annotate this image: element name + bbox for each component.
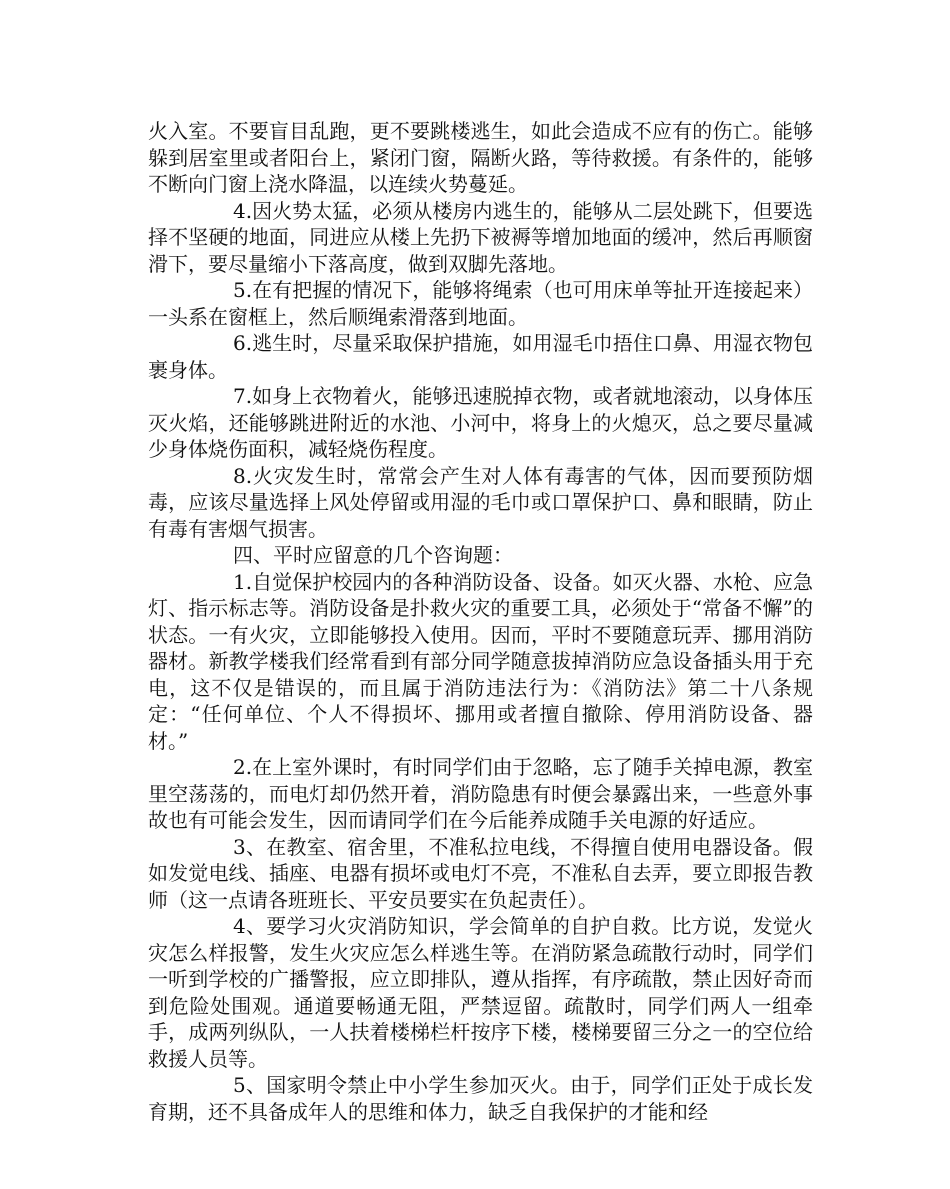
section-heading-four: 四、平时应留意的几个咨询题： (233, 543, 513, 567)
paragraph-continuation: 火入室。不要盲目乱跑，更不要跳楼逃生，如此会造成不应有的伤亡。能够躲到居室里或者阳台上，紧闭门窗，隔断火路，等待救援。有条件的，能够不断向门窗上浇水降温，以连续火势蔓延。 (148, 119, 813, 196)
document-body (148, 118, 813, 1125)
paragraph-item-8: 8.火灾发生时，常常会产生对人体有毒害的气体，因而要预防烟毒，应该尽量选择上风处停留或用湿的毛巾或口罩保护口、鼻和眼睛，防止有毒有害烟气损害。 (148, 463, 813, 541)
paragraph-point-2: 2.在上室外课时，有时同学们由于忽略，忘了随手关掉电源，教室里空荡荡的，而电灯却仍然开着，消防隐患有时便会暴露出来，一些意外事故也有可能会发生，因而请同学们在今后能养成随手关电源的好适应。 (148, 755, 813, 832)
paragraph-item-7: 7.如身上衣物着火，能够迅速脱掉衣物，或者就地滚动，以身体压灭火焰，还能够跳进附近的水池、小河中，将身上的火熄灭，总之要尽量减少身体烧伤面积，减轻烧伤程度。 (148, 384, 813, 461)
paragraph-point-4: 4、要学习火灾消防知识，学会简单的自护自救。比方说，发觉火灾怎么样报警，发生火灾应怎么样逃生等。在消防紧急疏散行动时，同学们一听到学校的广播警报，应立即排队，遵从指挥，有序疏散，禁止因好奇而到危险处围观。通道要畅通无阻，严禁逗留。疏散时，同学们两人一组牵手，成两列纵队，一人扶着楼梯栏杆按序下楼，楼梯要留三分之一的空位给救援人员等。 (148, 914, 813, 1071)
paragraph-point-1: 1.自觉保护校园内的各种消防设备、设备。如灭火器、水枪、应急灯、指示标志等。消防设备是扑救火灾的重要工具，必须处于“常备不懈”的状态。一有火灾，立即能够投入使用。因而，平时不要随意玩弄、挪用消防器材。新教学楼我们经常看到有部分同学随意拔掉消防应急设备插头用于充电，这不仅是错误的，而且属于消防违法行为：《消防法》第二十八条规定：“任何单位、个人不得损坏、挪用或者擅自撤除、停用消防设备、器材。” (148, 569, 813, 753)
paragraph-point-3: 3、在教室、宿舍里，不准私拉电线，不得擅自使用电器设备。假如发觉电线、插座、电器有损坏或电灯不亮，不准私自去弄，要立即报告教师（这一点请各班班长、平安员要实在负起责任）。 (148, 834, 813, 912)
paragraph-point-5: 5、国家明令禁止中小学生参加灭火。由于，同学们正处于成长发育期，还不具备成年人的思维和体力，缺乏自我保护的才能和经 (148, 1073, 813, 1124)
paragraph-item-5: 5.在有把握的情况下，能够将绳索（也可用床单等扯开连接起来）一头系在窗框上，然后顺绳索滑落到地面。 (148, 278, 813, 329)
paragraph-item-4: 4.因火势太猛，必须从楼房内逃生的，能够从二层处跳下，但要选择不坚硬的地面，同进应从楼上先扔下被褥等增加地面的缓冲，然后再顺窗滑下，要尽量缩小下落高度，做到双脚先落地。 (148, 198, 813, 276)
paragraph-item-6: 6.逃生时，尽量采取保护措施，如用湿毛巾捂住口鼻、用湿衣物包裹身体。 (148, 331, 813, 382)
